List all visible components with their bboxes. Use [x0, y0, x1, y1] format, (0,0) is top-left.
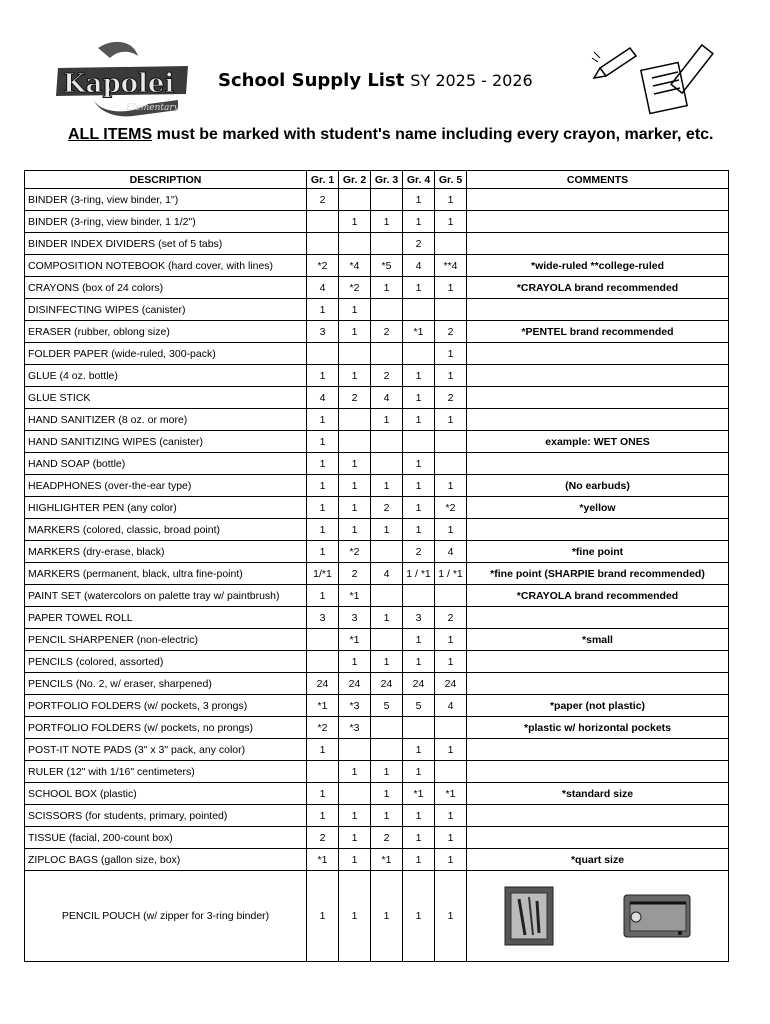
grade-3-quantity: [371, 453, 403, 475]
grade-2-quantity: 1: [339, 849, 371, 871]
item-comment: [467, 189, 729, 211]
table-row: [25, 629, 729, 651]
item-comment: *plastic w/ horizontal pockets: [467, 717, 729, 739]
grade-4-quantity: 1: [403, 761, 435, 783]
grade-2-quantity: [339, 233, 371, 255]
grade-5-quantity: [435, 453, 467, 475]
grade-3-quantity: 1: [371, 761, 403, 783]
grade-3-quantity: 2: [371, 827, 403, 849]
grade-1-quantity: [307, 233, 339, 255]
item-description: PORTFOLIO FOLDERS (w/ pockets, 3 prongs): [25, 695, 307, 717]
item-comment: *PENTEL brand recommended: [467, 321, 729, 343]
grade-5-quantity: 1: [435, 519, 467, 541]
grade-3-quantity: [371, 585, 403, 607]
item-comment: [467, 607, 729, 629]
item-description: MARKERS (permanent, black, ultra fine-point): [25, 563, 307, 585]
item-description: HAND SOAP (bottle): [25, 453, 307, 475]
grade-5-quantity: 1: [435, 343, 467, 365]
grade-4-quantity: [403, 343, 435, 365]
table-row: [25, 299, 729, 321]
grade-4-quantity: 1: [403, 871, 435, 962]
grade-1-quantity: 1: [307, 519, 339, 541]
grade-3-quantity: 1: [371, 211, 403, 233]
grade-2-quantity: 1: [339, 497, 371, 519]
grade-5-quantity: 2: [435, 387, 467, 409]
table-row: [25, 849, 729, 871]
grade-4-quantity: 1: [403, 497, 435, 519]
header-grade-3: Gr. 3: [371, 171, 403, 189]
item-comment: [467, 233, 729, 255]
grade-2-quantity: 1: [339, 871, 371, 962]
item-comment: *CRAYOLA brand recommended: [467, 585, 729, 607]
notice-emphasis: ALL ITEMS: [68, 126, 153, 143]
zipper-pencil-pouch-image: [622, 893, 692, 939]
table-row: [25, 871, 729, 962]
grade-2-quantity: *2: [339, 541, 371, 563]
table-row: [25, 827, 729, 849]
table-row: [25, 387, 729, 409]
grade-3-quantity: [371, 343, 403, 365]
grade-2-quantity: *1: [339, 629, 371, 651]
item-description: HAND SANITIZING WIPES (canister): [25, 431, 307, 453]
item-comment: [467, 343, 729, 365]
grade-2-quantity: *4: [339, 255, 371, 277]
grade-2-quantity: *2: [339, 277, 371, 299]
grade-4-quantity: 1: [403, 827, 435, 849]
grade-1-quantity: 24: [307, 673, 339, 695]
clear-pencil-pouch-image: [503, 885, 555, 947]
grade-1-quantity: *2: [307, 255, 339, 277]
item-comment: *wide-ruled **college-ruled: [467, 255, 729, 277]
item-comment: [467, 299, 729, 321]
grade-4-quantity: [403, 431, 435, 453]
grade-5-quantity: 1: [435, 211, 467, 233]
grade-2-quantity: 1: [339, 827, 371, 849]
grade-5-quantity: 1: [435, 871, 467, 962]
grade-4-quantity: 1: [403, 651, 435, 673]
grade-4-quantity: 1: [403, 211, 435, 233]
item-description: PAPER TOWEL ROLL: [25, 607, 307, 629]
grade-3-quantity: 24: [371, 673, 403, 695]
grade-4-quantity: [403, 585, 435, 607]
grade-5-quantity: 2: [435, 607, 467, 629]
grade-5-quantity: 1: [435, 849, 467, 871]
item-comment: [467, 761, 729, 783]
item-description: HIGHLIGHTER PEN (any color): [25, 497, 307, 519]
item-comment: example: WET ONES: [467, 431, 729, 453]
grade-5-quantity: [435, 431, 467, 453]
item-description: ERASER (rubber, oblong size): [25, 321, 307, 343]
grade-3-quantity: *5: [371, 255, 403, 277]
item-description: PENCILS (No. 2, w/ eraser, sharpened): [25, 673, 307, 695]
grade-1-quantity: [307, 761, 339, 783]
grade-4-quantity: 1: [403, 629, 435, 651]
item-description: PENCIL POUCH (w/ zipper for 3-ring binder): [25, 871, 307, 962]
grade-3-quantity: [371, 299, 403, 321]
grade-3-quantity: 1: [371, 475, 403, 497]
grade-4-quantity: 1: [403, 189, 435, 211]
grade-1-quantity: *1: [307, 849, 339, 871]
grade-5-quantity: [435, 717, 467, 739]
table-row: [25, 233, 729, 255]
grade-3-quantity: 1: [371, 805, 403, 827]
item-description: TISSUE (facial, 200-count box): [25, 827, 307, 849]
grade-1-quantity: 1/*1: [307, 563, 339, 585]
header-comments: COMMENTS: [467, 171, 729, 189]
item-description: HAND SANITIZER (8 oz. or more): [25, 409, 307, 431]
table-header-row: [25, 171, 729, 189]
grade-2-quantity: 1: [339, 519, 371, 541]
grade-4-quantity: 1: [403, 739, 435, 761]
table-row: [25, 255, 729, 277]
grade-5-quantity: 4: [435, 541, 467, 563]
grade-1-quantity: 1: [307, 805, 339, 827]
grade-4-quantity: 1: [403, 277, 435, 299]
grade-2-quantity: [339, 783, 371, 805]
grade-2-quantity: 2: [339, 563, 371, 585]
grade-2-quantity: [339, 409, 371, 431]
grade-4-quantity: 1 / *1: [403, 563, 435, 585]
grade-1-quantity: 2: [307, 827, 339, 849]
grade-5-quantity: [435, 233, 467, 255]
item-comment: [467, 673, 729, 695]
item-description: BINDER INDEX DIVIDERS (set of 5 tabs): [25, 233, 307, 255]
grade-2-quantity: 1: [339, 453, 371, 475]
grade-1-quantity: 1: [307, 585, 339, 607]
item-comment: (No earbuds): [467, 475, 729, 497]
grade-2-quantity: 1: [339, 211, 371, 233]
grade-4-quantity: *1: [403, 783, 435, 805]
item-comment: *CRAYOLA brand recommended: [467, 277, 729, 299]
grade-3-quantity: 4: [371, 387, 403, 409]
item-comment: *paper (not plastic): [467, 695, 729, 717]
grade-3-quantity: 1: [371, 277, 403, 299]
grade-3-quantity: 1: [371, 607, 403, 629]
grade-2-quantity: 1: [339, 805, 371, 827]
table-row: [25, 805, 729, 827]
grade-1-quantity: 3: [307, 321, 339, 343]
item-comment: [467, 211, 729, 233]
page-title: [218, 70, 533, 91]
item-comment: [467, 387, 729, 409]
grade-3-quantity: *1: [371, 849, 403, 871]
grade-1-quantity: 1: [307, 497, 339, 519]
table-row: [25, 343, 729, 365]
grade-1-quantity: 3: [307, 607, 339, 629]
item-description: CRAYONS (box of 24 colors): [25, 277, 307, 299]
grade-4-quantity: 1: [403, 409, 435, 431]
grade-4-quantity: 3: [403, 607, 435, 629]
item-description: FOLDER PAPER (wide-ruled, 300-pack): [25, 343, 307, 365]
grade-1-quantity: 1: [307, 871, 339, 962]
table-row: [25, 761, 729, 783]
grade-5-quantity: 24: [435, 673, 467, 695]
item-comment: *small: [467, 629, 729, 651]
grade-4-quantity: 1: [403, 453, 435, 475]
table-row: [25, 739, 729, 761]
grade-5-quantity: 1: [435, 189, 467, 211]
item-comment: [467, 805, 729, 827]
grade-1-quantity: 1: [307, 739, 339, 761]
grade-5-quantity: 2: [435, 321, 467, 343]
item-comment: *fine point: [467, 541, 729, 563]
grade-2-quantity: *3: [339, 717, 371, 739]
grade-5-quantity: **4: [435, 255, 467, 277]
grade-1-quantity: *1: [307, 695, 339, 717]
grade-5-quantity: [435, 761, 467, 783]
item-description: SCHOOL BOX (plastic): [25, 783, 307, 805]
item-description: GLUE STICK: [25, 387, 307, 409]
table-row: [25, 695, 729, 717]
school-year: SY 2025 - 2026: [410, 71, 533, 90]
grade-5-quantity: 1: [435, 277, 467, 299]
item-comment: *quart size: [467, 849, 729, 871]
header-grade-4: Gr. 4: [403, 171, 435, 189]
item-comment: *standard size: [467, 783, 729, 805]
grade-2-quantity: [339, 189, 371, 211]
grade-2-quantity: [339, 739, 371, 761]
grade-2-quantity: [339, 431, 371, 453]
grade-2-quantity: [339, 343, 371, 365]
notice-text: must be marked with student's name including every crayon, marker, etc.: [152, 126, 714, 143]
grade-4-quantity: 1: [403, 475, 435, 497]
supply-table-body: [25, 189, 729, 962]
grade-2-quantity: 1: [339, 761, 371, 783]
grade-1-quantity: [307, 629, 339, 651]
item-description: GLUE (4 oz. bottle): [25, 365, 307, 387]
grade-4-quantity: 24: [403, 673, 435, 695]
grade-3-quantity: 1: [371, 651, 403, 673]
grade-4-quantity: [403, 717, 435, 739]
grade-4-quantity: 1: [403, 519, 435, 541]
grade-5-quantity: 1: [435, 805, 467, 827]
header-description: DESCRIPTION: [25, 171, 307, 189]
header-grade-2: Gr. 2: [339, 171, 371, 189]
grade-2-quantity: 1: [339, 365, 371, 387]
grade-5-quantity: 1: [435, 651, 467, 673]
grade-2-quantity: 1: [339, 475, 371, 497]
table-row: [25, 673, 729, 695]
grade-5-quantity: 1: [435, 365, 467, 387]
grade-3-quantity: [371, 717, 403, 739]
grade-5-quantity: [435, 585, 467, 607]
grade-1-quantity: [307, 211, 339, 233]
grade-2-quantity: 2: [339, 387, 371, 409]
grade-3-quantity: 4: [371, 563, 403, 585]
item-description: MARKERS (colored, classic, broad point): [25, 519, 307, 541]
grade-4-quantity: 2: [403, 233, 435, 255]
table-row: [25, 277, 729, 299]
item-comment: [467, 739, 729, 761]
table-row: [25, 431, 729, 453]
table-row: [25, 519, 729, 541]
grade-3-quantity: [371, 629, 403, 651]
grade-1-quantity: 4: [307, 277, 339, 299]
grade-5-quantity: 1: [435, 409, 467, 431]
table-row: [25, 585, 729, 607]
svg-text:Kapolei: Kapolei: [63, 69, 175, 99]
table-row: [25, 475, 729, 497]
grade-3-quantity: 5: [371, 695, 403, 717]
pencil-pouch-images: [467, 871, 729, 962]
grade-5-quantity: [435, 299, 467, 321]
grade-5-quantity: *1: [435, 783, 467, 805]
item-comment: [467, 409, 729, 431]
table-row: [25, 409, 729, 431]
table-row: [25, 365, 729, 387]
grade-5-quantity: 1 / *1: [435, 563, 467, 585]
item-comment: *fine point (SHARPIE brand recommended): [467, 563, 729, 585]
grade-2-quantity: 1: [339, 321, 371, 343]
grade-4-quantity: 1: [403, 849, 435, 871]
item-description: POST-IT NOTE PADS (3" x 3" pack, any color): [25, 739, 307, 761]
table-row: [25, 717, 729, 739]
item-description: COMPOSITION NOTEBOOK (hard cover, with lines): [25, 255, 307, 277]
grade-3-quantity: 1: [371, 783, 403, 805]
supplies-clipart: [590, 38, 725, 118]
item-description: SCISSORS (for students, primary, pointed): [25, 805, 307, 827]
grade-1-quantity: 1: [307, 299, 339, 321]
grade-5-quantity: 1: [435, 739, 467, 761]
svg-text:Elementary: Elementary: [126, 103, 179, 113]
grade-2-quantity: *3: [339, 695, 371, 717]
grade-4-quantity: *1: [403, 321, 435, 343]
grade-2-quantity: 1: [339, 299, 371, 321]
grade-4-quantity: [403, 299, 435, 321]
grade-3-quantity: [371, 541, 403, 563]
header-grade-1: Gr. 1: [307, 171, 339, 189]
grade-4-quantity: 1: [403, 805, 435, 827]
grade-1-quantity: [307, 343, 339, 365]
item-description: HEADPHONES (over-the-ear type): [25, 475, 307, 497]
grade-3-quantity: [371, 431, 403, 453]
table-row: [25, 211, 729, 233]
grade-1-quantity: *2: [307, 717, 339, 739]
grade-4-quantity: 5: [403, 695, 435, 717]
grade-1-quantity: 1: [307, 541, 339, 563]
grade-2-quantity: 24: [339, 673, 371, 695]
grade-3-quantity: 1: [371, 409, 403, 431]
table-row: [25, 453, 729, 475]
grade-3-quantity: 2: [371, 365, 403, 387]
item-description: MARKERS (dry-erase, black): [25, 541, 307, 563]
grade-5-quantity: 1: [435, 827, 467, 849]
grade-1-quantity: 2: [307, 189, 339, 211]
table-row: [25, 651, 729, 673]
grade-4-quantity: 4: [403, 255, 435, 277]
item-description: DISINFECTING WIPES (canister): [25, 299, 307, 321]
table-row: [25, 321, 729, 343]
table-row: [25, 607, 729, 629]
grade-2-quantity: *1: [339, 585, 371, 607]
grade-3-quantity: [371, 739, 403, 761]
table-row: [25, 563, 729, 585]
item-description: ZIPLOC BAGS (gallon size, box): [25, 849, 307, 871]
grade-5-quantity: 1: [435, 629, 467, 651]
grade-3-quantity: [371, 189, 403, 211]
grade-1-quantity: 1: [307, 453, 339, 475]
grade-1-quantity: 4: [307, 387, 339, 409]
school-logo: [38, 38, 188, 120]
table-row: [25, 541, 729, 563]
grade-3-quantity: 2: [371, 497, 403, 519]
grade-5-quantity: 4: [435, 695, 467, 717]
grade-2-quantity: 3: [339, 607, 371, 629]
title-text: School Supply List: [218, 70, 405, 91]
table-row: [25, 189, 729, 211]
grade-3-quantity: 1: [371, 871, 403, 962]
grade-3-quantity: [371, 233, 403, 255]
item-comment: [467, 519, 729, 541]
item-comment: [467, 453, 729, 475]
grade-1-quantity: 1: [307, 783, 339, 805]
grade-4-quantity: 1: [403, 365, 435, 387]
grade-3-quantity: 1: [371, 519, 403, 541]
item-comment: [467, 827, 729, 849]
supply-table: [24, 170, 729, 962]
table-row: [25, 783, 729, 805]
item-description: PORTFOLIO FOLDERS (w/ pockets, no prongs): [25, 717, 307, 739]
table-row: [25, 497, 729, 519]
grade-3-quantity: 2: [371, 321, 403, 343]
item-comment: *yellow: [467, 497, 729, 519]
grade-1-quantity: 1: [307, 365, 339, 387]
grade-1-quantity: [307, 651, 339, 673]
grade-4-quantity: 2: [403, 541, 435, 563]
grade-1-quantity: 1: [307, 431, 339, 453]
item-description: RULER (12" with 1/16" centimeters): [25, 761, 307, 783]
item-description: BINDER (3-ring, view binder, 1 1/2"): [25, 211, 307, 233]
grade-4-quantity: 1: [403, 387, 435, 409]
grade-1-quantity: 1: [307, 475, 339, 497]
item-comment: [467, 651, 729, 673]
item-comment: [467, 365, 729, 387]
item-description: PAINT SET (watercolors on palette tray w/ paintbrush): [25, 585, 307, 607]
item-description: PENCIL SHARPENER (non-electric): [25, 629, 307, 651]
header-grade-5: Gr. 5: [435, 171, 467, 189]
header: [0, 0, 770, 120]
name-notice: [68, 126, 713, 144]
grade-1-quantity: 1: [307, 409, 339, 431]
item-description: BINDER (3-ring, view binder, 1"): [25, 189, 307, 211]
grade-5-quantity: *2: [435, 497, 467, 519]
grade-2-quantity: 1: [339, 651, 371, 673]
item-description: PENCILS (colored, assorted): [25, 651, 307, 673]
grade-5-quantity: 1: [435, 475, 467, 497]
